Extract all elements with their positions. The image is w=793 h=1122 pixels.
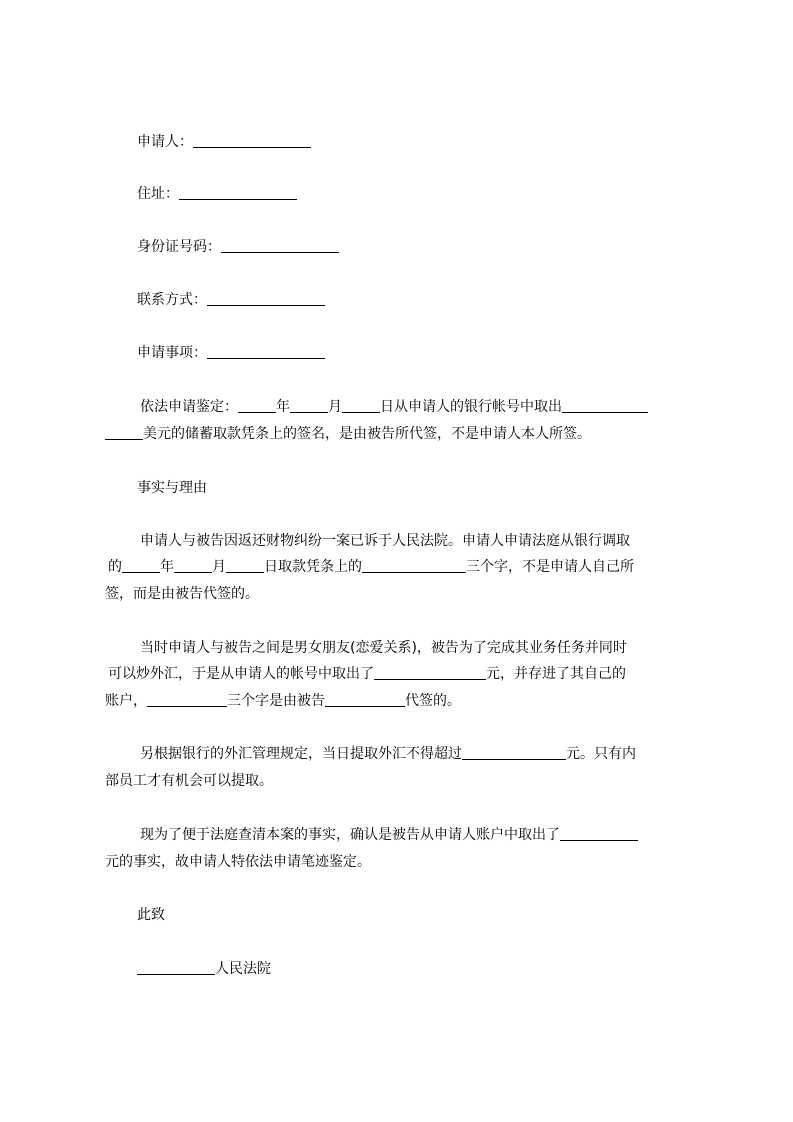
applicant-field — [137, 132, 311, 152]
para4-line1 — [140, 744, 636, 764]
address-blank — [179, 185, 297, 200]
day-blank — [342, 398, 380, 413]
section-heading: 事实与理由 — [137, 480, 207, 496]
month-blank — [290, 398, 328, 413]
para5-text-a: 现为了便于法庭查清本案的事实，确认是被告从申请人账户中取出了 — [140, 827, 560, 843]
contact-label: 联系方式： — [137, 292, 207, 308]
para4-text-a: 另根据银行的外汇管理规定，当日提取外汇不得超过 — [140, 746, 462, 762]
para2-text-a: 的 — [108, 559, 122, 575]
para2-month-label: 月 — [212, 559, 226, 575]
para1-text-b: 日从申请人的银行帐号中取出 — [380, 399, 562, 415]
para3-line2 — [108, 664, 626, 684]
para3-text-c: 账户， — [105, 693, 147, 709]
para4-amount-blank — [462, 745, 566, 760]
para3-line1: 当时申请人与被告之间是男女朋友(恋爱关系)，被告为了完成其业务任务并同时 — [140, 640, 627, 656]
para3-text-d: 三个字是由被告 — [227, 693, 325, 709]
para2-day-blank — [226, 558, 264, 573]
amount-blank-end — [105, 425, 143, 440]
para2-text-c: 三个字，不是申请人自己所 — [466, 559, 634, 575]
year-blank — [238, 398, 276, 413]
year-label: 年 — [276, 399, 290, 415]
court-line — [137, 959, 271, 979]
para3-text-b: 元，并存进了其自己的 — [486, 666, 626, 682]
request-item-blank — [207, 344, 325, 359]
court-label: 人民法院 — [215, 961, 271, 977]
para5-amount-blank — [560, 826, 638, 841]
para3-line3 — [105, 691, 461, 711]
id-number-blank — [221, 238, 339, 253]
para2-month-blank — [174, 558, 212, 573]
para1-text-a: 依法申请鉴定： — [140, 399, 238, 415]
contact-blank — [207, 291, 325, 306]
para1-line2 — [105, 424, 591, 444]
para3-text-e: 代签的。 — [405, 693, 461, 709]
para2-text-b: 日取款凭条上的 — [264, 559, 362, 575]
para2-chars-blank — [362, 558, 466, 573]
para2-line1: 申请人与被告因返还财物纠纷一案已诉于人民法院。申请人申请法庭从银行调取 — [140, 533, 630, 549]
para3-text-a: 可以炒外汇，于是从申请人的帐号中取出了 — [108, 666, 374, 682]
id-number-field — [137, 237, 339, 257]
para3-chars-blank — [147, 692, 227, 707]
para2-line3: 签，而是由被告代签的。 — [105, 586, 259, 602]
applicant-label: 申请人： — [137, 134, 193, 150]
court-name-blank — [137, 960, 215, 975]
address-field — [137, 184, 297, 204]
id-number-label: 身份证号码： — [137, 239, 221, 255]
para5-line2: 元的事实，故申请人特依法申请笔迹鉴定。 — [105, 854, 371, 870]
para4-line2: 部员工才有机会可以提取。 — [105, 773, 273, 789]
request-item-label: 申请事项： — [137, 345, 207, 361]
salutation: 此致 — [137, 907, 165, 923]
amount-blank-start — [562, 398, 648, 413]
para2-year-label: 年 — [160, 559, 174, 575]
para2-year-blank — [122, 558, 160, 573]
applicant-blank — [193, 133, 311, 148]
contact-field — [137, 290, 325, 310]
para3-amount-blank — [374, 665, 486, 680]
para4-text-b: 元。只有内 — [566, 746, 636, 762]
para3-defendant-blank — [325, 692, 405, 707]
address-label: 住址： — [137, 186, 179, 202]
request-item-field — [137, 343, 325, 363]
para2-line2 — [108, 557, 634, 577]
para1-text-c: 美元的储蓄取款凭条上的签名，是由被告所代签，不是申请人本人所签。 — [143, 426, 591, 442]
para1-line1 — [140, 397, 648, 417]
para5-line1 — [140, 825, 638, 845]
month-label: 月 — [328, 399, 342, 415]
